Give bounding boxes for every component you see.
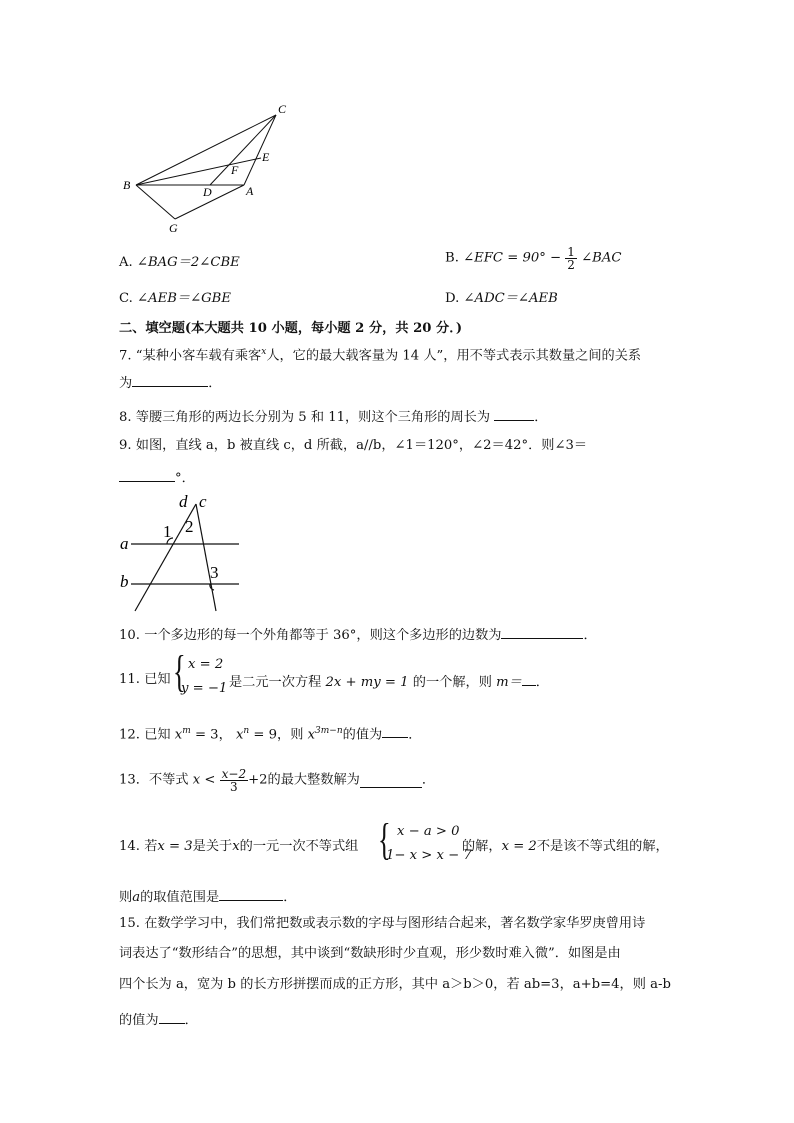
- q7-end: ．: [208, 376, 222, 391]
- q11-end: ．: [535, 675, 549, 690]
- q12-e2-exp: n: [243, 726, 250, 736]
- q14-end: ．: [283, 890, 297, 905]
- label-g: G: [169, 221, 178, 235]
- q15-end: ．: [184, 1013, 198, 1028]
- q10-number: 10.: [119, 628, 140, 643]
- q12-e1-exp: m: [182, 726, 191, 736]
- option-d[interactable]: [445, 290, 558, 308]
- option-d-letter: D.: [445, 291, 460, 306]
- q9-end: °．: [175, 471, 195, 486]
- option-b-expr-left: ∠EFC = 90° −: [463, 250, 562, 266]
- parallel-lines-figure: [115, 490, 255, 618]
- q15-line4: 的值为: [119, 1013, 159, 1028]
- q12-text-b: 的值为: [342, 727, 383, 743]
- q11-equation: 2x + my = 1: [325, 675, 409, 690]
- label-d-line: d: [179, 492, 188, 511]
- q9-answer-blank[interactable]: [119, 467, 175, 482]
- segment-bc: [136, 115, 276, 185]
- q11-system-line1: x = 2: [188, 657, 224, 672]
- q13-number: 13．: [119, 772, 149, 788]
- segment-ca: [244, 115, 276, 185]
- q14-brace: {: [378, 815, 391, 864]
- q11-system-line2: y = −1: [181, 681, 228, 696]
- q7-text-a: “某种小客车载有乘客: [135, 348, 262, 364]
- q8-answer-blank[interactable]: [494, 406, 534, 421]
- q10-answer-blank[interactable]: [501, 624, 583, 639]
- triangle-figure: [120, 98, 300, 238]
- q12-e3-base: x: [307, 727, 316, 743]
- q14-text-b: 是关于: [192, 839, 233, 854]
- option-c[interactable]: [119, 290, 231, 308]
- q12-e1-rest: = 3，: [190, 727, 232, 743]
- q13-answer-blank[interactable]: [360, 773, 422, 788]
- q14-text-c: 的一元一次不等式组: [239, 839, 359, 854]
- q13-end: ．: [421, 772, 436, 788]
- q12-end: ．: [408, 727, 422, 743]
- question-9: [119, 437, 587, 455]
- section-heading: 二、填空题(本大题共 10 小题，每小题 2 分，共 20 分．): [119, 321, 463, 336]
- option-a-expr: ∠BAG＝2∠CBE: [136, 255, 240, 270]
- q11-var: m＝: [496, 675, 522, 690]
- question-10: [119, 624, 597, 645]
- fraction-numerator: 1: [567, 245, 575, 259]
- q11-text-b: 是二元一次方程: [229, 675, 322, 690]
- question-13: [119, 768, 435, 793]
- q12-answer-blank[interactable]: [382, 723, 408, 738]
- question-7: [119, 343, 641, 365]
- q14-text-e: 不是该不等式组的解，: [536, 839, 669, 854]
- q15-number: 15.: [119, 916, 140, 931]
- q14-line3-var: a: [132, 890, 141, 905]
- question-7-line2: [119, 372, 221, 393]
- q7-text-c: 为: [119, 376, 133, 391]
- label-c-line: c: [199, 492, 207, 511]
- q14-text-d: 的解，: [462, 839, 502, 854]
- option-b[interactable]: [445, 246, 621, 271]
- question-12: [119, 722, 421, 744]
- q13-frac-num: x−2: [221, 767, 247, 781]
- question-15-line3: 四个长为 a，宽为 b 的长方形拼摆而成的正方形，其中 a＞b＞0，若 ab=3，a+b=4，则 a-b: [119, 977, 671, 992]
- option-c-expr: ∠AEB＝∠GBE: [137, 291, 231, 306]
- label-a-line: a: [120, 534, 129, 553]
- q14-system-line1: x − a > 0: [397, 824, 460, 839]
- q7-text-b: 人，它的最大载客量为 14 人”，用不等式表示其数量之间的关系: [266, 348, 642, 364]
- question-15-line2: 词表达了“数形结合”的思想，其中谈到“数缺形时少直观，形少数时难入微”．如图是由: [119, 946, 621, 961]
- q12-number: 12.: [119, 727, 140, 743]
- question-11-suffix: [229, 671, 549, 692]
- q7-number: 7.: [119, 348, 132, 364]
- q14-number: 14.: [119, 839, 140, 854]
- q14-answer-blank[interactable]: [219, 886, 283, 901]
- q7-answer-blank[interactable]: [132, 372, 208, 387]
- q12-text-a: 已知: [144, 727, 171, 743]
- q9-text: 如图，直线 a，b 被直线 c，d 所截，a//b，∠1＝120°，∠2＝42°．则∠3＝: [135, 438, 588, 453]
- q14-cond-b: x = 2: [501, 839, 537, 854]
- line-c: [196, 504, 216, 611]
- q14-cond-a: x = 3: [157, 839, 193, 854]
- q13-frac-den: 3: [230, 780, 238, 794]
- question-8: [119, 406, 547, 427]
- q7-var: x: [261, 347, 267, 357]
- question-14-prefix: [119, 838, 358, 856]
- option-a-letter: A.: [119, 255, 133, 270]
- question-15-line4: [119, 1009, 198, 1030]
- label-a: A: [246, 184, 254, 198]
- option-b-expr-right: ∠BAC: [581, 250, 622, 266]
- q13-lhs: x <: [192, 772, 216, 788]
- option-a[interactable]: [119, 254, 240, 272]
- q12-e3-exp: 3m−n: [315, 726, 343, 736]
- label-c: C: [278, 102, 287, 116]
- q12-e2-rest: = 9，则: [249, 727, 304, 743]
- q14-system-line2: 1− x > x − 7: [386, 848, 472, 863]
- question-14-line3: [119, 886, 296, 907]
- label-b-line: b: [120, 572, 129, 591]
- q11-number: 11.: [119, 672, 140, 687]
- segment-bg: [136, 185, 175, 219]
- label-angle-1: 1: [163, 522, 172, 541]
- q10-text: 一个多边形的每一个外角都等于 36°，则这个多边形的边数为: [144, 628, 502, 643]
- q11-text-a: 已知: [144, 672, 171, 687]
- question-9-line2: [119, 467, 195, 488]
- q15-line1: 在数学学习中，我们常把数或表示数的字母与图形结合起来，著名数学家华罗庚曾用诗: [144, 916, 646, 931]
- q12-e1-base: x: [174, 727, 183, 743]
- q9-number: 9.: [119, 438, 132, 453]
- q8-text: 等腰三角形的两边长分别为 5 和 11，则这个三角形的周长为: [135, 410, 491, 425]
- q11-brace: {: [173, 647, 186, 696]
- q14-line3-a: 则: [119, 890, 133, 905]
- q13-rhs: +2: [248, 772, 268, 788]
- label-f: F: [231, 163, 239, 177]
- q15-answer-blank[interactable]: [159, 1009, 185, 1024]
- q8-number: 8.: [119, 410, 132, 425]
- question-15-line1: [119, 915, 645, 933]
- q13-text-b: 的最大整数解为: [267, 772, 360, 788]
- question-14-suffix: [462, 838, 669, 856]
- fraction-denominator: 2: [567, 258, 575, 272]
- q14-var: x: [232, 839, 240, 854]
- segment-be: [136, 158, 261, 185]
- label-angle-3: 3: [210, 563, 219, 582]
- option-d-expr: ∠ADC＝∠AEB: [463, 291, 558, 306]
- q13-text-a: 不等式: [148, 772, 189, 788]
- q11-text-c: 的一个解，则: [412, 675, 492, 690]
- label-e: E: [262, 150, 270, 164]
- option-b-letter: B.: [445, 250, 459, 266]
- question-11-prefix: [119, 671, 171, 689]
- q8-end: ．: [534, 410, 548, 425]
- q13-fraction: [220, 768, 248, 793]
- option-b-fraction: [565, 246, 577, 271]
- label-b: B: [123, 178, 131, 192]
- q14-text-a: 若: [144, 839, 158, 854]
- label-angle-2: 2: [185, 517, 194, 536]
- q14-line3-b: 的取值范围是: [140, 890, 220, 905]
- q10-end: ．: [583, 628, 597, 643]
- q12-e2-base: x: [235, 727, 244, 743]
- option-c-letter: C.: [119, 291, 133, 306]
- q11-answer-blank[interactable]: [522, 671, 536, 686]
- label-d: D: [203, 185, 212, 199]
